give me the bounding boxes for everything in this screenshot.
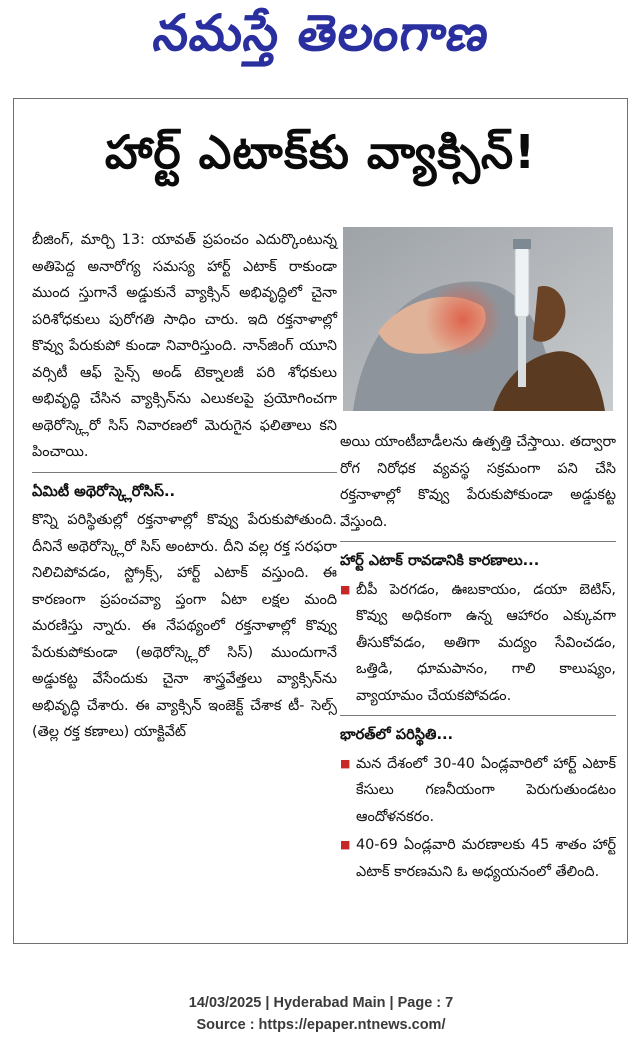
bullet-text: 40-69 ఏండ్లవారి మరణాలకు 45 శాతం హార్ట్ ఎటాక్ కారణమని ఓ అధ్యయనంలో తేలింది.: [356, 837, 616, 880]
section1-heading: ఏమిటీ అథెరోస్క్లెరోసిస్..: [32, 482, 176, 500]
article-headline: హార్ట్ ఎటాక్‌కు వ్యాక్సిన్!: [104, 125, 537, 179]
heart-vaccine-illustration: [343, 227, 613, 411]
masthead: [0, 0, 642, 78]
page-footer: [0, 992, 642, 1036]
section-divider: [340, 541, 616, 542]
left-column: [32, 227, 337, 746]
bullet-square-icon: ■: [340, 582, 351, 596]
list-item: [340, 832, 616, 885]
bullet-text: బీపీ పెరగడం, ఊబకాయం, డయా బెటిస్, కొవ్వు అధికంగా ఉన్న ఆహారం ఎక్కువగా తీసుకోవడం, అతిగా మద్యం సేవించడం, ఒత్తిడి, ధూమపానం, గాలి కాలుష్యం, వ్యాయామం చేయకపోవడం.: [356, 581, 616, 704]
bullet-text: మన దేశంలో 30-40 ఏండ్లవారిలో హార్ట్ ఎటాక్ కేసులు గణనీయంగా పెరుగుతుండటం ఆందోళనకరం.: [356, 755, 616, 825]
news-article: [13, 98, 628, 944]
bullet-square-icon: ■: [340, 756, 351, 770]
section-divider: [32, 472, 337, 473]
section2-heading: హార్ట్ ఎటాక్ రావడానికి కారణాలు...: [340, 552, 540, 569]
right-continuation: అయి యాంటీబాడీలను ఉత్పత్తి చేస్తాయి. తద్వారా రోగ నిరోధక వ్యవస్థ సక్రమంగా పని చేసి రక్తనాళాల్లో కొవ్వు పేరుకుపోకుండా అడ్డుకట్ట వేస్తుంది.: [340, 434, 616, 530]
section3-heading: భారత్‌లో పరిస్థితి...: [340, 726, 454, 743]
source-link[interactable]: Source : https://epaper.ntnews.com/: [196, 1017, 446, 1033]
article-photo: [343, 227, 613, 411]
masthead-title: నమస్తే తెలంగాణ: [150, 3, 494, 62]
list-item: [340, 577, 616, 710]
bullet-square-icon: ■: [340, 838, 351, 851]
section1-body: కొన్ని పరిస్థితుల్లో రక్తనాళాల్లో కొవ్వు పేరుకుపోతుంది. దీనినే అథెరోస్క్లెరో సిస్ అంటారు. దీని వల్ల రక్త సరఫరా నిలిచిపోవడం, స్ట్రోక్స్, హార్ట్ ఎటాక్ వస్తుంది. ఈ కారణంగా ప్రపంచవ్యా ప్తంగా ఏటా లక్షల మంది మరణిస్తు న్నారు. ఈ నేపథ్యంలో రక్తనాళాల్లో కొవ్వు పేరుకుపోకుండా (అథెరోస్క్లెరో సిస్) ముందుగానే అడ్డుకట్ట వేసేందుకు చైనా శాస్త్రవేత్తలు వ్యాక్సిన్‌ను అభివృద్ధి చేశారు. ఈ వ్యాక్సిన్ ఇంజెక్ట్ చేశాక టీ- సెల్స్ (తెల్ల రక్త కణాలు) యాక్టివేట్: [32, 512, 337, 740]
article-headline-box: [14, 99, 627, 217]
article-lead: బీజింగ్, మార్చి 13: యావత్ ప్రపంచం ఎదుర్కొంటున్న అతిపెద్ద అనారోగ్య సమస్య హార్ట్ ఎటాక్ రాకుండా ముంద స్తుగానే అడ్డుకునే వ్యాక్సిన్ అభివృద్ధిలో చైనా పరిశోధకులు పురోగతి సాధిం చారు. ఇది రక్తనాళాల్లో కొవ్వు పేరుకుపో కుండా నివారిస్తుంది. నాన్‌జింగ్ యూని వర్సిటీ ఆఫ్ సైన్స్ అండ్ టెక్నాలజీ పరి శోధకులు అభివృద్ధి చేసిన వ్యాక్సిన్‌ను ఎలుకలపై ప్రయోగించగా అథెరోస్క్లెరో సిస్ నివారణలో మెరుగైన ఫలితాలు కని పించాయి.: [32, 232, 337, 460]
list-item: [340, 751, 616, 831]
edition-info: 14/03/2025 | Hyderabad Main | Page : 7: [188, 995, 454, 1011]
section-divider: [340, 715, 616, 716]
right-column: [340, 429, 616, 887]
